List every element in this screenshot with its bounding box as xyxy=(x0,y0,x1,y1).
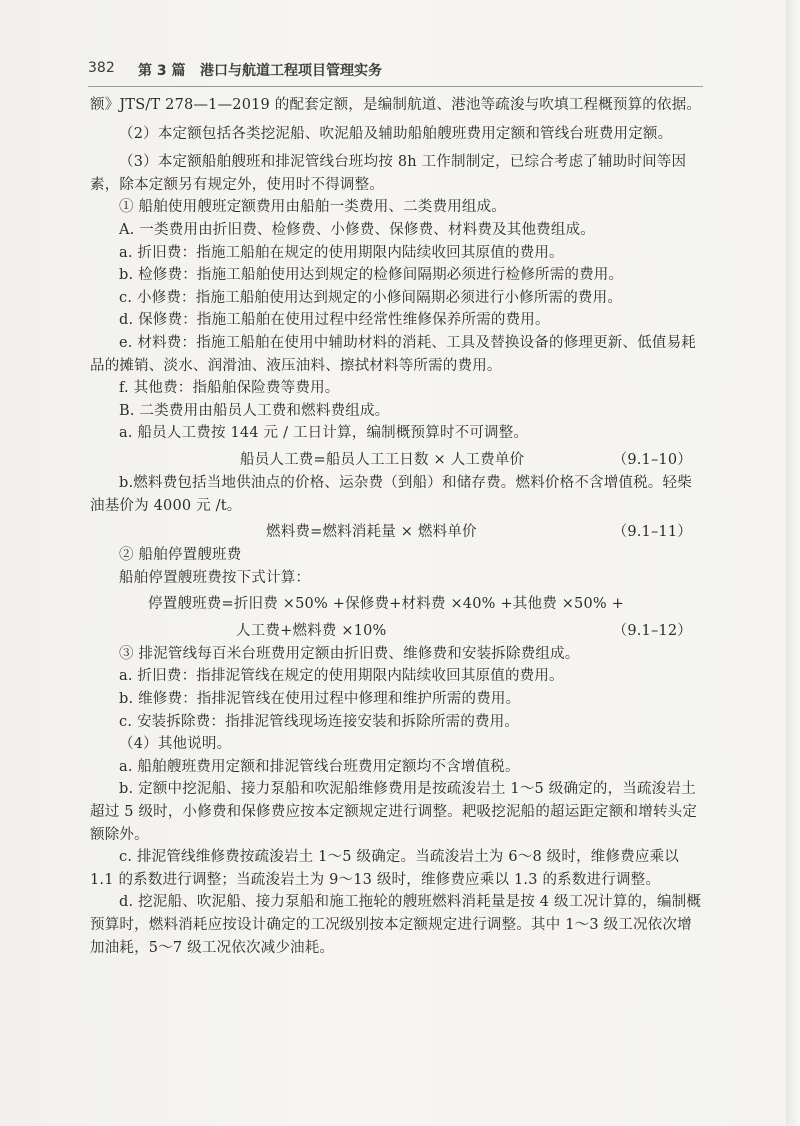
page-number: 382 xyxy=(88,60,115,76)
formula-expression: 船员人工费=船员人工工日数 × 人工费单价 xyxy=(240,451,525,468)
paragraph: （2）本定额包括各类挖泥船、吹泥船及辅助船舶艘班费用定额和管线台班费用定额。 xyxy=(119,125,673,142)
paragraph: c. 安装拆除费：指排泥管线现场连接安装和拆除所需的费用。 xyxy=(119,713,520,730)
paragraph: （3）本定额船舶艘班和排泥管线台班均按 8h 工作制制定，已综合考虑了辅助时间等因素，除本定额另有规定外，使用时不得调整。 xyxy=(90,154,687,193)
formula-9-1-12 xyxy=(90,620,702,643)
formula-number: （9.1–10） xyxy=(612,451,692,468)
formula-expression: 燃料费=燃料消耗量 × 燃料单价 xyxy=(266,524,477,541)
paragraph: b. 检修费：指施工船舶使用达到规定的检修间隔期必须进行检修所需的费用。 xyxy=(119,267,624,284)
paragraph: A. 一类费用由折旧费、检修费、小修费、保修费、材料费及其他费组成。 xyxy=(119,221,595,238)
formula-number: （9.1–11） xyxy=(612,524,692,541)
book-title: 港口与航道工程项目管理实务 xyxy=(200,63,382,79)
paragraph: a. 折旧费：指排泥管线在规定的使用期限内陆续收回其原值的费用。 xyxy=(119,668,564,685)
paragraph: ② 船舶停置艘班费 xyxy=(119,547,242,564)
page-edge-shadow xyxy=(786,0,800,1126)
paragraph: ① 船舶使用艘班定额费用由船舶一类费用、二类费用组成。 xyxy=(119,199,507,216)
paragraph: （4）其他说明。 xyxy=(119,736,232,753)
formula-expression-line-1: 停置艘班费=折旧费 ×50% +保修费+材料费 ×40% +其他费 ×50% + xyxy=(148,596,625,613)
paragraph: b. 维修费：指排泥管线在使用过程中修理和维护所需的费用。 xyxy=(119,691,521,708)
paragraph: ③ 排泥管线每百米台班费用定额由折旧费、维修费和安装拆除费组成。 xyxy=(119,645,580,662)
formula-9-1-10 xyxy=(90,449,702,472)
formula-number: （9.1–12） xyxy=(612,622,692,639)
paragraph: f. 其他费：指船舶保险费等费用。 xyxy=(119,380,340,397)
page-body xyxy=(90,94,702,959)
paragraph: b. 定额中挖泥船、接力泵船和吹泥船维修费用是按疏浚岩土 1～5 级确定的，当疏浚岩土超过 5 级时，小修费和保修费应按本定额规定进行调整。耙吸挖泥船的超运距定额和增转头定额除外。 xyxy=(90,781,698,843)
paragraph: d. 挖泥船、吹泥船、接力泵船和施工拖轮的艘班燃料消耗量是按 4 级工况计算的，编制概预算时，燃料消耗应按设计确定的工况级别按本定额规定进行调整。其中 1～3 级工况依次增加油耗，5～7 级工况依次减少油耗。 xyxy=(90,894,702,956)
paragraph: c. 排泥管线维修费按疏浚岩土 1～5 级确定。当疏浚岩土为 6～8 级时，维修费应乘以 1.1 的系数进行调整；当疏浚岩土为 9～13 级时，维修费应乘以 1.3 的系数进行调整。 xyxy=(90,849,679,888)
paragraph: a. 船舶艘班费用定额和排泥管线台班费用定额均不含增值税。 xyxy=(119,758,520,775)
paragraph: e. 材料费：指施工船舶在使用中辅助材料的消耗、工具及替换设备的修理更新、低值易耗品的摊销、淡水、润滑油、液压油料、擦拭材料等所需的费用。 xyxy=(90,334,696,374)
formula-expression-line-2: 人工费+燃料费 ×10% xyxy=(236,622,387,639)
running-header xyxy=(88,56,702,80)
formula-9-1-11 xyxy=(90,521,702,544)
paragraph: d. 保修费：指施工船舶在使用过程中经常性维修保养所需的费用。 xyxy=(119,312,550,329)
paragraph: b.燃料费包括当地供油点的价格、运杂费（到船）和储存费。燃料价格不含增值税。轻柴油基价为 4000 元 /t。 xyxy=(90,474,692,514)
chapter-label: 第 3 篇 xyxy=(138,63,186,79)
paragraph: a. 船员人工费按 144 元 / 工日计算，编制概预算时不可调整。 xyxy=(119,425,529,442)
paragraph: 船舶停置艘班费按下式计算： xyxy=(119,569,311,586)
header-rule xyxy=(88,86,703,87)
paragraph: a. 折旧费：指施工船舶在规定的使用期限内陆续收回其原值的费用。 xyxy=(119,244,564,261)
paragraph: 额》JTS/T 278—1—2019 的配套定额，是编制航道、港池等疏浚与吹填工程概预算的依据。 xyxy=(90,97,702,113)
paragraph: c. 小修费：指施工船舶使用达到规定的小修间隔期必须进行小修所需的费用。 xyxy=(119,289,623,306)
paragraph: B. 二类费用由船员人工费和燃料费组成。 xyxy=(119,402,390,419)
